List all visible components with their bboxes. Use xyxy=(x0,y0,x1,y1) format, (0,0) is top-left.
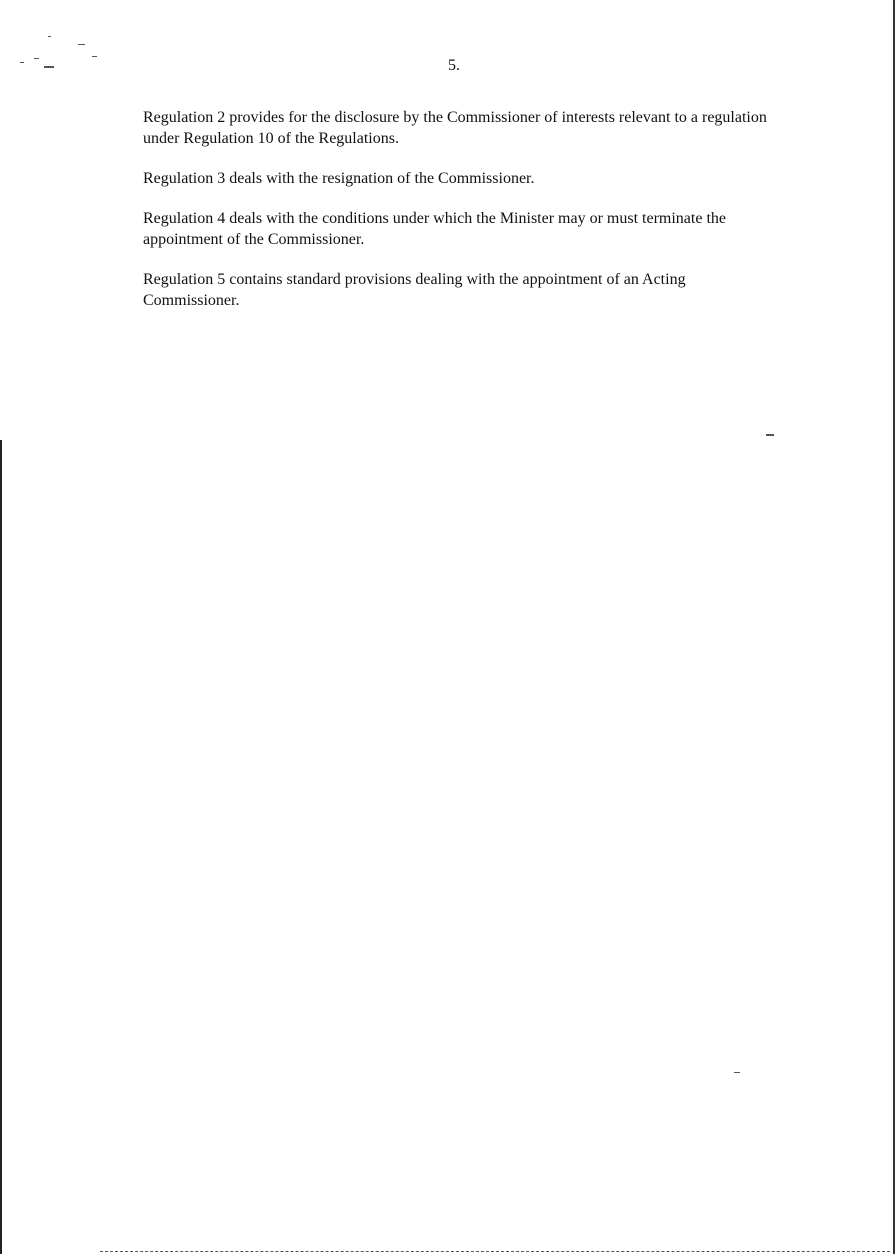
document-body xyxy=(143,107,783,330)
paragraph-regulation-4: Regulation 4 deals with the conditions under which the Minister may or must terminate the appointment of the Commissioner. xyxy=(143,210,726,248)
paragraph-regulation-2: Regulation 2 provides for the disclosure by the Commissioner of interests relevant to a regulation under Regulation 10 of the Regulations. xyxy=(143,109,767,147)
scan-speck xyxy=(20,62,24,63)
scan-speck xyxy=(92,56,97,57)
scan-speck xyxy=(48,36,51,37)
scan-speck xyxy=(766,434,774,436)
scan-speck xyxy=(734,1072,740,1073)
scan-speck xyxy=(78,44,85,45)
paragraph-regulation-3: Regulation 3 deals with the resignation of the Commissioner. xyxy=(143,170,535,187)
scan-speck xyxy=(34,58,39,59)
scan-edge-bottom xyxy=(100,1251,890,1252)
paragraph-regulation-5: Regulation 5 contains standard provisions dealing with the appointment of an Acting Commissioner. xyxy=(143,271,686,309)
scan-speck xyxy=(44,66,54,68)
page-number: 5. xyxy=(448,57,460,74)
scan-edge-left xyxy=(0,440,2,1254)
